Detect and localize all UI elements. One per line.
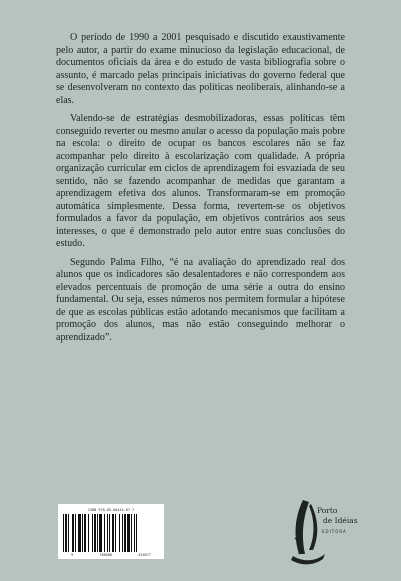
- paragraph-3: Segundo Palma Filho, “é na avaliação do aprendizado real dos alunos que os indicadores são desalentadores e não correspondem aos elevados percentuais de promoção de uma série a outra do ensino fundamental. Ou seja, esses números nos permitem formular a hipótese de que as escolas públicas estão adotando mecanismos que facilitam a promoção dos alunos, mas não estão conseguindo melhorar o aprendizado”.: [56, 256, 345, 343]
- isbn-label: ISBN 978-85-60434-07-7: [87, 508, 135, 512]
- barcode-digits-left: 788560: [99, 553, 113, 557]
- synopsis-text: [56, 32, 345, 350]
- isbn-barcode: [58, 504, 164, 559]
- publisher-name-line1: Porto: [317, 506, 338, 515]
- barcode-digits: [58, 553, 164, 557]
- publisher-name: [317, 506, 361, 526]
- barcode-bars: [63, 514, 159, 552]
- barcode-digits-right: 434077: [138, 553, 151, 557]
- barcode-digit-prefix: 9: [71, 553, 74, 557]
- publisher-logo: [289, 496, 359, 571]
- publisher-name-line2: de Idéias: [323, 516, 358, 525]
- publisher-subtitle: EDITORA: [322, 529, 347, 534]
- paragraph-1: O período de 1990 a 2001 pesquisado e discutido exaustivamente pelo autor, a partir do exame minucioso da legislação educacional, de documentos oficiais da área e do estudo de vasta bibliografia sobre o assunto, é marcado pelas principais iniciativas do governo federal que se desenvolveram no contexto das políticas neoliberais, alinhando-se a elas.: [56, 32, 345, 106]
- paragraph-2: Valendo-se de estratégias desmobilizadoras, essas políticas têm conseguido reverter ou mesmo anular o acesso da população mais pobre na escola: o direito de ocupar os bancos escolares não se faz acompanhar pelo direito à escolarização com qualidade. A própria organização curricular em ciclos de aprendizagem foi esvaziada de seu sentido, não se fazendo acompanhar de medidas que garantam a aprendizagem efetiva dos alunos. Transformaram-se em promoção automática simplesmente. Dessa forma, revertem-se os objetivos formulados a favor da população, em objetivos contrários aos seus interesses, o que é demonstrado pelo autor entre suas conclusões do estudo.: [56, 113, 345, 249]
